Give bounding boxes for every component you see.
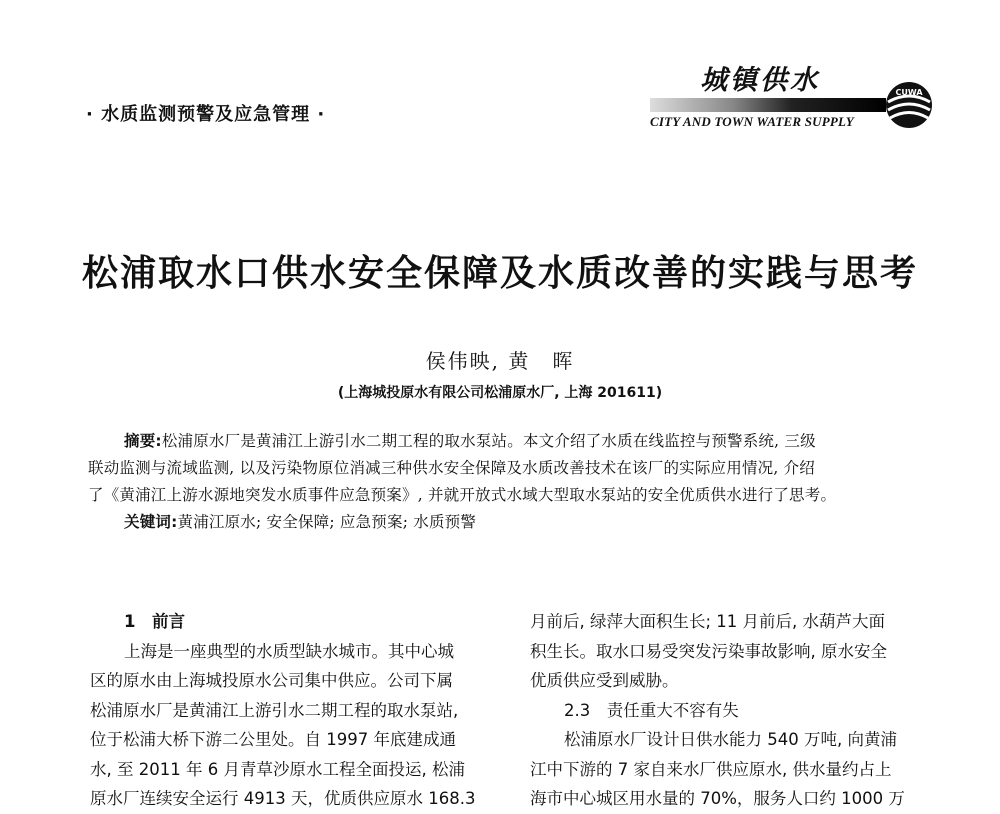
- journal-name-en: CITY AND TOWN WATER SUPPLY: [650, 114, 854, 129]
- abstract-line: 联动监测与流域监测, 以及污染物原位消减三种供水安全保障及水质改善技术在该厂的实际应用情况, 介绍: [88, 459, 816, 477]
- paragraph-line: 积生长。取水口易受突发污染事故影响, 原水安全: [530, 641, 887, 661]
- abstract-text: 松浦原水厂是黄浦江上游引水二期工程的取水泵站。本文介绍了水质在线监控与预警系统, 三级: [161, 432, 816, 450]
- section-heading: 1 前言: [124, 612, 185, 631]
- paragraph-line: 松浦原水厂是黄浦江上游引水二期工程的取水泵站,: [90, 700, 459, 720]
- paragraph-line: 区的原水由上海城投原水公司集中供应。公司下属: [90, 671, 453, 690]
- paragraph-line: 月前后, 绿萍大面积生长; 11 月前后, 水葫芦大面: [530, 612, 886, 631]
- article-authors: 侯伟映, 黄 晖: [425, 349, 575, 373]
- paragraph-line: 位于松浦大桥下游二公里处。自 1997 年底建成通: [90, 730, 456, 749]
- keywords-text: 黄浦江原水; 安全保障; 应急预案; 水质预警: [177, 513, 477, 531]
- paragraph-line: 上海是一座典型的水质型缺水城市。其中心城: [124, 641, 454, 661]
- paragraph-line: 江中下游的 7 家自来水厂供应原水, 供水量约占上: [530, 759, 892, 779]
- logo-text: CUWA: [895, 88, 923, 97]
- article-title: 松浦取水口供水安全保障及水质改善的实践与思考: [81, 252, 918, 294]
- paragraph-line: 海市中心城区用水量的 70%，服务人口约 1000 万: [530, 789, 905, 808]
- abstract: [88, 428, 936, 536]
- paragraph-line: 原水厂连续安全运行 4913 天，优质供应原水 168.3: [90, 789, 476, 808]
- abstract-label: 摘要:: [124, 432, 162, 450]
- cuwa-logo-icon: [884, 80, 934, 130]
- abstract-line: [88, 428, 936, 455]
- journal-logo-bar: [650, 98, 886, 112]
- paragraph-line: 优质供应受到威胁。: [530, 671, 679, 690]
- journal-name-cn: 城镇供水: [700, 65, 820, 96]
- article-affiliation: (上海城投原水有限公司松浦原水厂, 上海 201611): [337, 385, 663, 401]
- abstract-line: 了《黄浦江上游水源地突发水质事件应急预案》, 并就开放式水域大型取水泵站的安全优质供水进行了思考。: [88, 486, 837, 504]
- section-tag: · 水质监测预警及应急管理 ·: [86, 104, 326, 125]
- section-heading: 2.3 责任重大不容有失: [564, 700, 739, 720]
- keywords: [88, 509, 936, 536]
- paragraph-line: 松浦原水厂设计日供水能力 540 万吨, 向黄浦: [564, 730, 897, 749]
- body-left-column: [90, 607, 498, 814]
- paragraph-line: 水, 至 2011 年 6 月青草沙原水工程全面投运, 松浦: [90, 759, 465, 779]
- keywords-label: 关键词:: [124, 513, 178, 531]
- body-right-column: [530, 607, 938, 814]
